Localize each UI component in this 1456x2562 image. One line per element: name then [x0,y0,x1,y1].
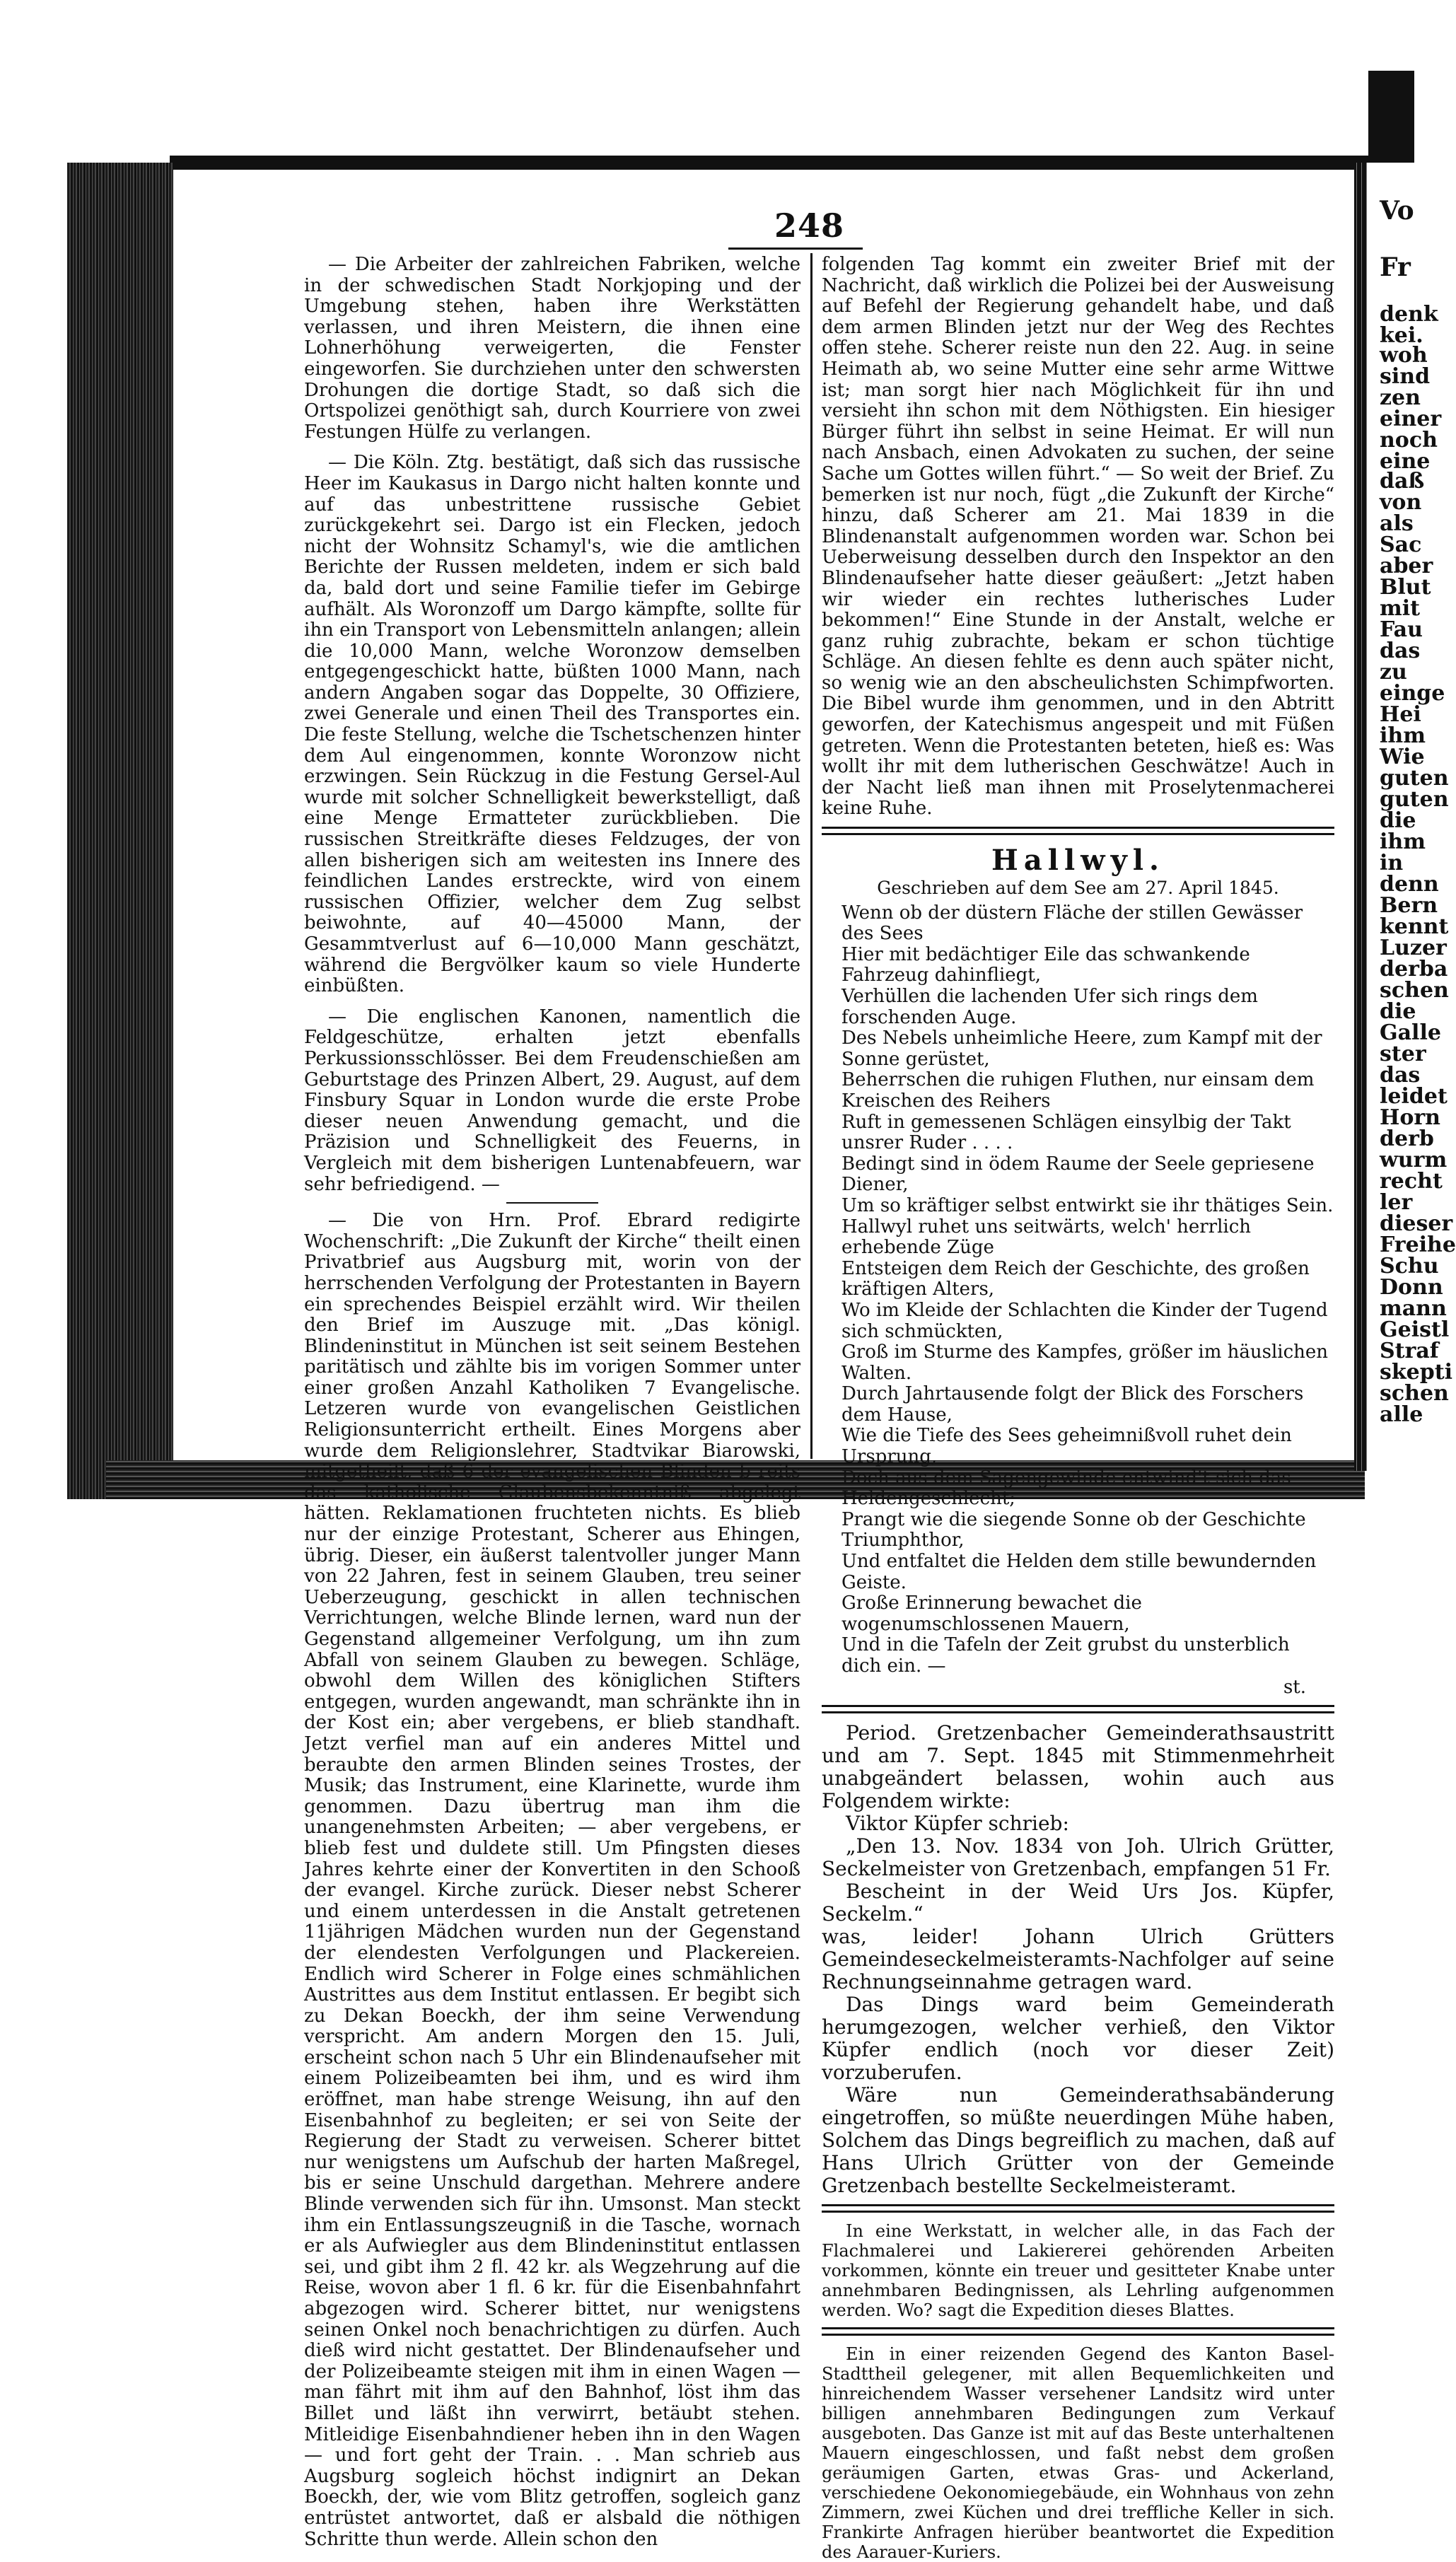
next-page-word: eine [1380,449,1431,474]
poem-block [822,844,1334,1698]
poem-title: Hallwyl. [991,844,1165,878]
poem-signature: st. [1283,1676,1306,1698]
article-english-cannons: — Die englischen Kanonen, namentlich die Feldgeschütze, erhalten jetzt ebenfalls Perkussionsschlösser. Bei dem Freudenschießen am Geburtstage des Prinzen Albert, 29. August, auf dem Finsbury Squar in London wurde die erste Probe dieser neuen Anwendung gemacht, und die Präzision und Schnelligkeit des Feuerns, in Vergleich mit dem bisherigen Luntenabfeuern, war sehr befriedigend. — [304,1006,800,1195]
poem-line: Wo im Kleide der Schlachten die Kinder der Tugend sich schmückten, [841,1299,1328,1342]
next-page-word: Fau [1380,617,1423,642]
poem-line: Und in die Tafeln der Zeit grubst du unsterblich dich ein. — [841,1634,1290,1677]
notice-line: Das Dings ward beim Gemeinderath herumgezogen, welcher verhieß, den Viktor Küpfer endlich (noch vor dieser Zeit) vorzuberufen. [822,1993,1334,2085]
poem-lines [822,903,1334,1677]
separator-double-rule [822,1705,1334,1713]
page-top-edge [170,156,1414,170]
poem-subtitle: Geschrieben auf dem See am 27. April 1845. [877,878,1279,899]
next-page-word: schen [1380,978,1449,1003]
separator-rule [506,1202,598,1204]
left-column [304,255,800,2550]
separator-double-rule [822,2204,1334,2213]
notice-line: „Den 13. Nov. 1834 von Joh. Ulrich Grütter, Seckelmeister von Gretzenbach, empfangen 51 Fr. [822,1834,1334,1881]
article-caucasus: — Die Köln. Ztg. bestätigt, daß sich das russische Heer im Kaukasus in Dargo nicht halten konnte und auf das unbestrittene russische Gebiet zurückgekehrt sei. Dargo ist ein Flecken, jedoch nicht der Wohnsitz Schamyl's, wie die amtlichen Berichte der Russen meldeten, indem er sich bald da, bald dort und seine Familie tiefer im Gebirge aufhält. Als Woronzoff um Dargo kämpfte, sollte für ihn ein Transport von Lebensmitteln anlangen; allein die 10,000 Mann, welche Woronzow demselben entgegengeschickt hatte, büßten 1000 Mann, nach andern Angaben sogar das Doppelte, 30 Offiziere, zwei Generale und einen Theil des Transportes ein. Die feste Stellung, welche die Tschetschenzen hinter dem Aul eingenommen, konnte Woronzow nicht erzwingen. Sein Rückzug in die Festung Gersel-Aul wurde mit solcher Schnelligkeit bewerkstelligt, daß eine Menge Ermatteter zurückblieben. Die russischen Streitkräfte dieses Feldzuges, der von allen bisherigen sich am weitesten ins Innere des feindlichen Landes erstreckte, wird von einem russischen Offizier, welcher dem Zug selbst beiwohnte, auf 40—45000 Mann, der Gesammtverlust auf 6—10,000 Mann geschätzt, während die Bergvölker kaum so viele Hunderte einbüßten. [304,452,800,997]
next-page-word: ler [1380,1190,1413,1215]
next-page-word: dieser [1380,1211,1453,1236]
next-page-word: das [1380,1063,1421,1088]
next-page-word: ster [1380,1042,1426,1066]
next-page-word: Schu [1380,1254,1439,1279]
next-page-word: Luzer [1380,936,1447,960]
poem-line: Groß im Sturme des Kampfes, größer im häuslichen Walten. [841,1341,1329,1384]
poem-line: Bedingt sind in ödem Raume der Seele gepriesene Diener, [841,1153,1315,1196]
next-page-word: zu [1380,660,1407,685]
next-page-word: sind [1380,364,1431,389]
next-page-word: Sac [1380,532,1422,557]
next-page-word: woh [1380,343,1428,368]
next-page-word: denn [1380,872,1439,897]
poem-line: Durch Jahrtausende folgt der Blick des Forschers dem Hause, [841,1383,1304,1426]
poem-line: Große Erinnerung bewachet die wogenumschlossenen Mauern, [841,1592,1142,1635]
poem-line: Beherrschen die ruhigen Fluthen, nur einsam dem Kreischen des Reihers [841,1069,1315,1112]
notice-line: Wäre nun Gemeinderathsabänderung eingetroffen, so müßte neuerdingen Mühe haben, Solchem das Dings begreiflich zu machen, daß auf Hans Ulrich Grütter von der Gemeinde Gretzenbach bestellte Seckelmeisteramt. [822,2083,1334,2198]
next-page-word: schen [1380,1381,1449,1406]
next-page-word: guten [1380,766,1449,791]
poem-line: Wie die Tiefe des Sees geheimnißvoll ruhet dein Ursprung, [841,1425,1292,1468]
poem-line: Doch aus dem Sagengewinde entwind't sich das Heldengeschlecht; [841,1467,1291,1510]
poem-line: Und entfaltet die Helden dem stille bewundernden Geiste. [841,1551,1317,1593]
poem-line: Hier mit bedächtiger Eile das schwankende Fahrzeug dahinfliegt, [841,943,1250,986]
book-page-edges-left [67,163,173,1499]
next-page-word: das [1380,639,1421,663]
next-page-word: Fr [1380,252,1411,282]
poem-line: Ruft in gemessenen Schlägen einsylbig der Takt unsrer Ruder . . . . [841,1111,1291,1154]
poem-line: Verhüllen die lachenden Ufer sich rings dem forschenden Auge. [841,986,1258,1028]
next-page-word: Vo [1380,196,1414,226]
next-page-word: als [1380,511,1414,536]
next-page-word: einge [1380,681,1445,706]
next-page-word: Donn [1380,1275,1443,1300]
next-page-word: derba [1380,957,1448,982]
notice-estate-for-sale: Ein in einer reizenden Gegend des Kanton Basel-Stadttheil gelegener, mit allen Bequemlichkeiten und hinreichendem Wasser versehener Landsitz wird unter billigen annehmbaren Bedingungen zum Verkauf ausgeboten. Das Ganze ist mit auf das Beste unterhaltenen Mauern eingeschlossen, und faßt nebst dem großen geräumigen Garten, etwas Gras- und Ackerland, verschiedene Oekonomiegebäude, ein Wohnhaus von zehn Zimmern, zwei Küchen und drei treffliche Keller in sich. Frankirte Anfragen hierüber beantwortet die Expedition des Aarauer-Kuriers. [822,2344,1334,2562]
poem-line: Entsteigen dem Reich der Geschichte, des großen kräftigen Alters, [841,1257,1310,1300]
next-page-word: mit [1380,596,1420,621]
right-column [822,255,1334,2562]
next-page-word: wurm [1380,1148,1448,1172]
next-page-word: daß [1380,469,1425,494]
next-page-word: leidet [1380,1084,1448,1109]
separator-double-rule [822,827,1334,835]
next-page-word: Straf [1380,1339,1439,1363]
poem-line: Prangt wie die siegende Sonne ob der Geschichte Triumphthor, [841,1508,1306,1551]
next-page-word: denk [1380,302,1438,327]
next-page-word: Horn [1380,1105,1440,1130]
next-page-word: kennt [1380,914,1449,939]
poem-line: Wenn ob der düstern Fläche der stillen Gewässer des Sees [841,902,1303,945]
notice-line: Viktor Küpfer schrieb: [846,1812,1069,1836]
next-page-word: Freihe [1380,1233,1456,1257]
next-page-word: Bern [1380,893,1438,918]
page-number: 248 [774,206,845,245]
poem-line: Des Nebels unheimliche Heere, zum Kampf mit der Sonne gerüstet, [841,1027,1322,1070]
scan-shadow-top-right [1368,71,1414,163]
separator-double-rule [822,2327,1334,2336]
page-number-rule [728,248,863,250]
notice-gretzenbach [822,1722,1334,2197]
notice-line: Period. Gretzenbacher Gemeinderathsaustritt und am 7. Sept. 1845 mit Stimmenmehrheit unabgeändert belassen, wohin auch aus Folgendem wirkte: [822,1721,1334,1813]
next-page-word: ihm [1380,829,1426,854]
next-page-word: einer [1380,407,1442,431]
next-page-word: skepti [1380,1360,1452,1385]
next-page-word: Wie [1380,745,1425,769]
article-sweden-workers: — Die Arbeiter der zahlreichen Fabriken, welche in der schwedischen Stadt Norkjoping und der Umgebung stehen, haben ihre Werkstätten verlassen, und ihren Meistern, die ihnen eine Lohnerhöhung verweigerten, die Fenster eingeworfen. Sie durchziehen unter den schwersten Drohungen die dortige Stadt, so daß sich die Ortspolizei genöthigt sah, durch Kourriere von zwei Festungen Hülfe zu verlangen. [304,254,800,443]
next-page-word: kei. [1380,323,1423,348]
next-page-word: guten [1380,787,1449,812]
next-page-word: von [1380,490,1422,515]
next-page-word: aber [1380,554,1433,578]
notice-line: Bescheint in der Weid Urs Jos. Küpfer, Seckelm.“ [822,1880,1334,1926]
article-blind-institute: — Die von Hrn. Prof. Ebrard redigirte Wochenschrift: „Die Zukunft der Kirche“ theilt einen Privatbrief aus Augsburg mit, worin von der herrschenden Verfolgung der Protestanten in Bayern ein sprechendes Beispiel erzählt wird. Wir theilen den Brief im Auszuge mit. „Das königl. Blindeninstitut in München ist seit seinem Bestehen paritätisch und zählte bis im vorigen Sommer unter einer großen Anzahl Katholiken 7 Evangelische. Letzeren wurde von evangelischen Geistlichen Religionsunterricht ertheilt. Eines Morgens aber wurde dem Religionslehrer, Stadtvikar Biarowski, mitgetheilt, daß 6 der evangelischen Blinden b reits das katholische Glaubensbekenntniß abgelegt hätten. Reklamationen fruchteten nichts. Es blieb nur der einzige Protestant, Scherer aus Ehingen, übrig. Dieser, ein äußerst talentvoller junger Mann von 22 Jahren, fest in seinem Glauben, treu seiner Ueberzeugung, geschickt in allen technischen Verrichtungen, welche Blinde lernen, ward nun der Gegenstand allgemeiner Verfolgung, um ihn zum Abfall von seinem Glauben zu bewegen. Schläge, obwohl dem Willen des königlichen Stifters entgegen, wurden angewandt, man schränkte ihn in der Kost ein; aber vergebens, er blieb standhaft. Jetzt verfiel man auf ein anderes Mittel und beraubte den armen Blinden seines Trostes, der Musik; das Instrument, eine Klarinette, wurde ihm genommen. Dazu übertrug man ihm die unangenehmsten Arbeiten; — aber vergebens, er blieb fest und duldete still. Um Pfingsten dieses Jahres kehrte einer der Konvertiten in den Schooß der evangel. Kirche zurück. Dieser nebst Scherer und einem unterdessen in die Anstalt getretenen 11jährigen Mädchen wurden nun der Gegenstand der elendesten Verfolgungen und Plackereien. Endlich wird Scherer in Folge eines schmählichen Austrittes aus dem Institut entlassen. Er begibt sich zu Dekan Boeckh, der ihm seine Verwendung verspricht. Am andern Morgen den 15. Juli, erscheint schon nach 5 Uhr ein Blindenaufseher mit einem Polizeibeamten bei ihm, und es wird ihm eröffnet, man habe strenge Weisung, ihn auf den Eisenbahnhof zu begleiten; er sei von Seite der Regierung der Stadt zu verweisen. Scherer bittet nur wenigstens um Aufschub der harten Maßregel, bis er seine Unschuld dargethan. Mehrere andere Blinde verwenden sich für ihn. Umsonst. Man steckt ihm ein Entlassungszeugniß in die Tasche, wornach er als Aufwiegler aus dem Blindeninstitut entlassen sei, und gibt ihm 2 fl. 42 kr. als Wegzehrung auf die Reise, wovon aber 1 fl. 6 kr. für die Eisenbahnfahrt abgezogen wird. Scherer bittet, nur wenigstens seinen Onkel noch benachrichtigen zu dürfen. Auch dieß wird nicht gestattet. Der Blindenaufseher und der Polizeibeamte steigen mit ihm in einen Wagen — man fährt mit ihm auf den Bahnhof, löst ihm das Billet und läßt ihn verwirrt, betäubt stehen. Mitleidige Eisenbahndiener heben ihn in den Wagen — und fort geht der Train. . . Man schrieb aus Augsburg sogleich höchst indignirt an Dekan Boeckh, der, wie vom Blitz getroffen, sogleich ganz entrüstet antwortet, daß er alsbald die nöthigen Schritte thun werde. Allein schon den [304,1210,800,2550]
next-page-fragment [1367,163,1456,1535]
book-gutter-right [1354,163,1367,1471]
next-page-word: ihm [1380,723,1426,748]
poem-line: Um so kräftiger selbst entwirkt sie ihr thätiges Sein. [841,1194,1334,1216]
next-page-word: zen [1380,385,1421,410]
next-page-word: in [1380,851,1404,875]
next-page-word: Geistl [1380,1317,1450,1342]
notice-workshop-apprentice: In eine Werkstatt, in welcher alle, in das Fach der Flachmalerei und Lakiererei gehörenden Arbeiten vorkommen, könnte ein treuer und gesitteter Knabe unter annehmbaren Bedingnissen, als Lehrling aufgenommen werden. Wo? sagt die Expedition dieses Blattes. [822,2221,1334,2321]
next-page-word: recht [1380,1169,1443,1194]
next-page-word: alle [1380,1402,1423,1427]
column-divider [810,253,813,1459]
next-page-word: Galle [1380,1020,1441,1045]
notice-line: was, leider! Johann Ulrich Grütters Gemeindeseckelmeisteramts-Nachfolger auf seine Rechnungseinnahme getragen ward. [822,1925,1334,1994]
next-page-word: mann [1380,1296,1447,1321]
poem-line: Hallwyl ruhet uns seitwärts, welch' herrlich erhebende Züge [841,1216,1252,1259]
article-blind-institute-continued: folgenden Tag kommt ein zweiter Brief mit der Nachricht, daß wirklich die Polizei bei der Ausweisung auf Befehl der Regierung gehandelt habe, und daß dem armen Blinden jetzt nur der Weg des Rechtes offen stehe. Scherer reiste nun den 22. Aug. in seine Heimath ab, wo seine Mutter eine sehr arme Wittwe ist; man sorgt hier nach Möglichkeit für ihn und versieht ihn schon mit dem Nöthigsten. Ein hiesiger Bürger führt ihn selbst in seine Heimat. Er will nun nach Ansbach, einen Advokaten zu suchen, der seine Sache um Gottes willen führt.“ — So weit der Brief. Zu bemerken ist nur noch, fügt „die Zukunft der Kirche“ hinzu, daß Scherer am 21. Mai 1839 in die Blindenanstalt aufgenommen worden war. Schon bei Ueberweisung desselben durch den Inspektor an den Blindenaufseher hatte dieser geäußert: „Jetzt haben wir wieder ein rechtes lutherisches Luder bekommen!“ Eine Stunde in der Anstalt, welche er ganz ruhig zubrachte, bekam er schon tüchtige Schläge. An diesen fehlte es denn auch später nicht, so wenig wie an den abscheulichsten Schimpfworten. Die Bibel wurde ihm genommen, und in den Abtritt geworfen, der Katechismus angespeit und mit Füßen getreten. Wenn die Protestanten beteten, hieß es: Was wollt ihr mit dem lutherischen Geschwätze! Auch in der Nacht ließ man ihnen mit Proselytenmacherei keine Ruhe. [822,254,1334,820]
next-page-word: Hei [1380,702,1421,727]
next-page-word: die [1380,808,1416,833]
next-page-word: noch [1380,428,1438,453]
next-page-word: die [1380,999,1416,1024]
next-page-word: derb [1380,1126,1434,1151]
next-page-word: Blut [1380,575,1431,600]
